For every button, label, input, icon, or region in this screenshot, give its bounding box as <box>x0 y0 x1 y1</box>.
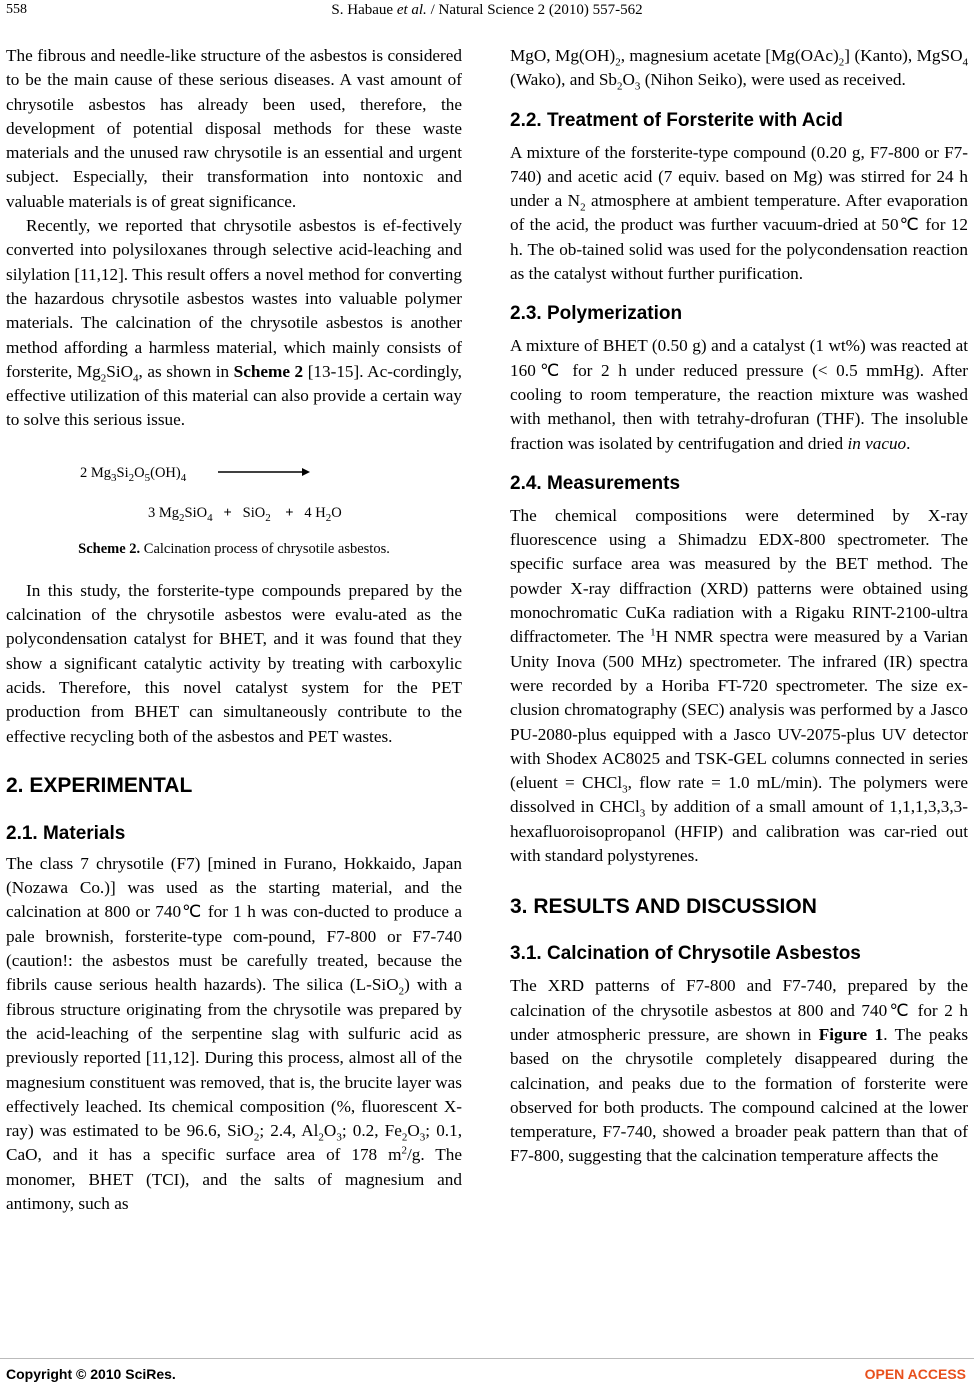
measurements-paragraph: The chemical compositions were determined by X-ray fluorescence using a Shimadzu EDX-800 spectrometer. The specific surface area was measured by the BET method. The powder X-ray diffraction (XRD) patterns were obtained using monochromatic CuKa radiation with a Rigaku RINT-2100-ultra diffractometer. The $^1$H NMR spectra were measured by a Varian Unity Inova (500 MHz) spectrometer. The infrared (IR) spectra were recorded by a Horiba FT-720 spectrometer. The size ex-clusion chromatography (SEC) analysis was performed by a Jasco PU-2080-plus equipped with a Jasco UV-2075-plus UV detector with Shodex AC8025 and TSK-GEL columns connected in series (eluent = CHCl$_3$, flow rate = 1.0 mL/min). The polymers were dissolved in CHCl$_3$ by addition of a small amount of 1,1,1,3,3,3-hexafluoroisopropanol (HFIP) and calibration was car-ried out with standard polystyrenes. <box>510 505 968 866</box>
treatment-paragraph: A mixture of the forsterite-type compound (0.20 g, F7-800 or F7-740) and acetic acid (7 equiv. based on Mg) was stirred for 24 h under a $N_2$ atmosphere at ambient temperature. After evaporation of the acid, the product was further vacuum-dried at 50℃ for 12 h. The ob-tained solid was used for the polycondensation reaction as the catalyst without further purification. <box>510 142 968 284</box>
section-heading-experimental: 2. EXPERIMENTAL <box>6 773 193 797</box>
reaction-arrow <box>218 465 310 479</box>
footer-divider <box>0 1358 974 1359</box>
header-etal: et al. <box>396 2 427 18</box>
subsection-heading-calcination: 3.1. Calcination of Chrysotile Asbestos <box>510 943 861 965</box>
materials-paragraph: The class 7 chrysotile (F7) [mined in Furano, Hokkaido, Japan (Nozawa Co.)] was used as the starting material, and the calcination at 800 or 740℃ for 1 h was con-ducted to produce a pale brownish, forsterite-type com-pound, F7-800 or F7-740 (caution!: the asbestos must be carefully treated, because the fibrils cause serious health hazards). The silica (L-SiO$_2$) with a fibrous structure originating from the chrysotile was prepared by the acid-leaching of the serpentine slag with sulfuric acid as previously reported [11,12]. During this process, almost all of the magnesium constituent was removed, that is, the brucite layer was effectively leached. Its chemical composition (%, fluorescent X-ray) was estimated to be 96.6, SiO$_2$; 2.4, $Al_2O_3$; 0.2, $Fe_2O_3$; 0.1, CaO, and it has a specific surface area of 178 $m^2/g$. The monomer, BHET (TCI), and the salts of magnesium and antimony, such as <box>6 853 463 1213</box>
polymerization-paragraph: A mixture of BHET (0.50 g) and a catalyst (1 wt%) was reacted at 160℃ for 2 h under reduced pressure (< 0.5 mmHg). After cooling to room temperature, the reaction mixture was washed with methanol, then with tetrahy-drofuran (THF). The insoluble fraction was isolated by centrifugation and dried in vacuo. <box>510 336 968 453</box>
subsection-heading-polymerization: 2.3. Polymerization <box>510 303 683 325</box>
footer-copyright: Copyright © 2010 SciRes. <box>6 1366 176 1382</box>
materials-paragraph-cont: MgO, $Mg(OH)_2$, magnesium acetate $[Mg(OAc)_2]$ (Kanto), MgSO$_4$ (Wako), and $Sb_2O_3$ (Nihon Seiko), were used as received. <box>510 46 969 93</box>
scheme-caption: Scheme 2. Calcination process of chrysotile asbestos. <box>78 540 390 557</box>
subsection-heading-treatment: 2.2. Treatment of Forsterite with Acid <box>510 109 843 131</box>
left-column <box>6 44 462 1216</box>
page-number: 558 <box>6 2 27 17</box>
header-authors: S. Habaue <box>331 2 397 18</box>
footer-open-access[interactable]: OPEN ACCESS <box>864 1366 966 1382</box>
subsection-heading-measurements: 2.4. Measurements <box>510 472 681 494</box>
header-journal: / Natural Science 2 (2010) 557-562 <box>426 2 643 18</box>
scheme-reactant: 2 $Mg_3Si_2O_5(OH)_4$ <box>80 464 187 484</box>
calcination-paragraph: The XRD patterns of F7-800 and F7-740, prepared by the calcination of the chrysotile asbestos at 800 and 740℃ for 2 h under atmospheric pressure, are shown in Figure 1. The peaks based on the chrysotile completely disappeared during the calcination, and peaks due to the formation of forsterite were observed for both products. The compound calcined at the lower temperature, F7-740, showed a broader peak pattern than that of F7-800, suggesting that the calcination temperature affects the <box>510 976 969 1166</box>
intro-paragraph-3: In this study, the forsterite-type compounds prepared by the calcination of the chrysotile asbestos were evalu-ated as the polycondensation catalyst for BHET, and it was found that they show a significant catalytic activity by treating with carboxylic acids. Therefore, this novel catalyst system for the PET production from BHET can simultaneously contribute to the effective recycling both of the asbestos and PET wastes. <box>6 580 462 746</box>
scheme-products: 3 $Mg_2SiO_4$ + SiO$_2$ + 4 $H_2O$ <box>148 504 342 524</box>
intro-paragraph-1: The fibrous and needle-like structure of the asbestos is considered to be the main cause of these serious diseases. A vast amount of chrysotile asbestos has already been used, therefore, the development of potential disposal methods for these waste materials and the unused raw chrysotile is an essential and urgent subject. Especially, their transformation into nontoxic and valuable materials is of great significance. <box>6 46 462 211</box>
right-column <box>510 44 968 1169</box>
subsection-heading-materials: 2.1. Materials <box>6 822 126 844</box>
section-heading-results: 3. RESULTS AND DISCUSSION <box>510 895 817 919</box>
scheme-2-ref[interactable]: Scheme 2 <box>233 361 304 381</box>
running-header <box>0 2 974 19</box>
intro-paragraph-2: Recently, we reported that chrysotile asbestos is ef-fectively converted into polysiloxanes through selective acid-leaching and silylation [11,12]. This result offers a novel method for converting the hazardous chrysotile asbestos wastes into valuable polymer materials. The calcination of the chrysotile asbestos is another method affording a harmless material, which mainly consists of forsterite, $Mg_2SiO_4$, as shown in Scheme 2 [13-15]. Ac-cordingly, effective utilization of this material can also provide a certain way to solve this serious issue. <box>6 216 462 430</box>
figure-1-ref[interactable]: Figure 1 <box>818 1024 884 1044</box>
scheme-2-figure <box>6 433 462 565</box>
